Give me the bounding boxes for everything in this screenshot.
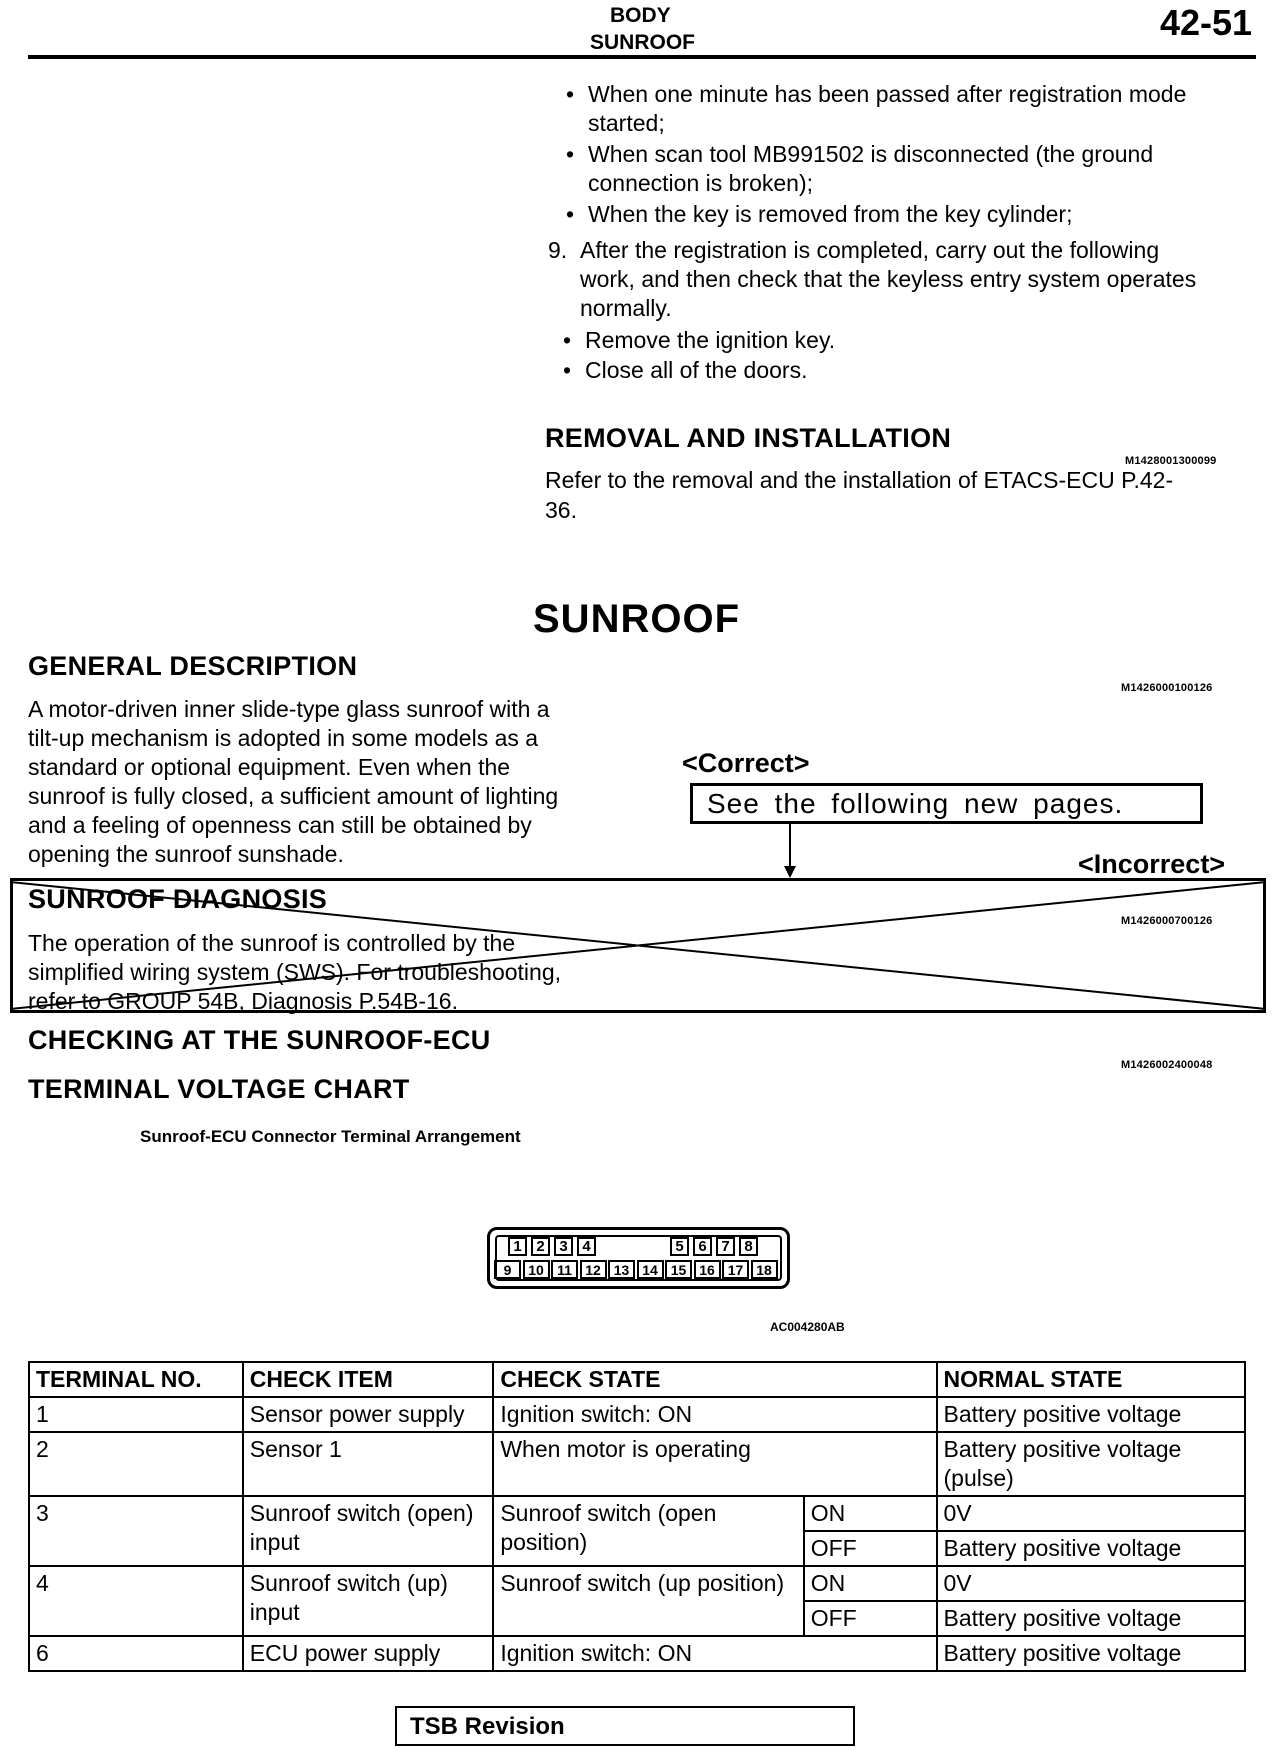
general-text: sunroof is fully closed, a sufficient amount of lighting (28, 783, 559, 809)
header-subsection: SUNROOF (590, 31, 695, 54)
connector-pin: 10 (523, 1260, 550, 1279)
figure-caption: Sunroof-ECU Connector Terminal Arrangement (140, 1127, 521, 1146)
connector-pin: 11 (551, 1260, 578, 1279)
terminal-voltage-table (28, 1361, 1246, 1672)
figure-code: AC004280AB (770, 1320, 845, 1334)
general-text: standard or optional equipment. Even when the (28, 754, 511, 780)
connector-pin: 13 (608, 1260, 635, 1279)
correction-arrow (780, 824, 800, 880)
switch-on-cell: ON (804, 1496, 937, 1531)
connector-pin: 3 (554, 1237, 573, 1256)
list-item: • Close all of the doors. (585, 356, 807, 385)
general-text: opening the sunroof sunshade. (28, 841, 344, 867)
diagnosis-text: refer to GROUP 54B, Diagnosis P.54B-16. (28, 988, 458, 1014)
switch-off-cell: OFF (804, 1531, 937, 1566)
normal-cell: 0V (937, 1496, 1245, 1531)
connector-pin: 1 (508, 1237, 527, 1256)
incorrect-label: <Incorrect> (1078, 849, 1226, 879)
step-number: 9. (548, 237, 568, 263)
general-heading: GENERAL DESCRIPTION (28, 651, 358, 681)
tsb-revision-label: TSB Revision (410, 1713, 565, 1740)
state-cell: Sunroof switch (up position) (493, 1566, 803, 1636)
tsb-revision-box (395, 1706, 855, 1746)
terminal-cell: 6 (29, 1636, 243, 1671)
normal-cell: 0V (937, 1566, 1245, 1601)
list-item: • When one minute has been passed after registration mode (588, 80, 1186, 109)
list-item-cont: connection is broken); (588, 170, 814, 196)
page-title: SUNROOF (533, 597, 740, 641)
checking-code: M1426002400048 (1121, 1059, 1213, 1071)
removal-heading: REMOVAL AND INSTALLATION (545, 423, 952, 453)
connector-pin: 17 (722, 1260, 749, 1279)
diagnosis-code: M1426000700126 (1121, 915, 1213, 927)
connector-pin: 16 (694, 1260, 721, 1279)
connector-pin: 14 (637, 1260, 664, 1279)
table-row (29, 1636, 1245, 1671)
diagnosis-text: The operation of the sunroof is controlled by the (28, 930, 516, 956)
correct-label: <Correct> (682, 748, 810, 778)
diagnosis-heading: SUNROOF DIAGNOSIS (28, 884, 328, 914)
terminal-cell: 4 (29, 1566, 243, 1636)
connector-pin: 8 (739, 1237, 758, 1256)
state-cell: Ignition switch: ON (493, 1636, 936, 1671)
step9-line: After the registration is completed, carry out the following (580, 237, 1160, 263)
general-text: tilt-up mechanism is adopted in some models as a (28, 725, 539, 751)
table-row (29, 1566, 1245, 1601)
header-rule (28, 55, 1256, 59)
page-number: 42-51 (1160, 2, 1253, 43)
state-cell: When motor is operating (493, 1432, 936, 1496)
col-terminal: TERMINAL NO. (29, 1362, 243, 1397)
correction-note: See the following new pages. (707, 788, 1124, 819)
item-cell: Sunroof switch (up) input (243, 1566, 494, 1636)
connector-pin: 5 (670, 1237, 689, 1256)
normal-cell: Battery positive voltage (937, 1397, 1245, 1432)
removal-code: M1428001300099 (1125, 455, 1217, 467)
state-cell: Ignition switch: ON (493, 1397, 936, 1432)
item-cell: ECU power supply (243, 1636, 494, 1671)
connector-pin: 4 (577, 1237, 596, 1256)
connector-pin: 18 (751, 1260, 778, 1279)
general-code: M1426000100126 (1121, 682, 1213, 694)
general-text: A motor-driven inner slide-type glass sunroof with a (28, 696, 550, 722)
terminal-cell: 3 (29, 1496, 243, 1566)
list-item: • When the key is removed from the key cylinder; (588, 200, 1072, 229)
switch-on-cell: ON (804, 1566, 937, 1601)
normal-cell: Battery positive voltage (937, 1531, 1245, 1566)
removal-text: Refer to the removal and the installation of ETACS-ECU P.42- (545, 467, 1174, 493)
connector-pin: 2 (531, 1237, 550, 1256)
step9-line: work, and then check that the keyless entry system operates (580, 266, 1197, 292)
terminal-cell: 1 (29, 1397, 243, 1432)
checking-heading-2: TERMINAL VOLTAGE CHART (28, 1074, 410, 1104)
table-row (29, 1496, 1245, 1531)
normal-cell: Battery positive voltage (937, 1636, 1245, 1671)
list-item: • When scan tool MB991502 is disconnected (the ground (588, 140, 1153, 169)
correction-note-box (690, 783, 1203, 824)
list-item-cont: started; (588, 110, 665, 136)
table-row (29, 1397, 1245, 1432)
item-cell: Sensor power supply (243, 1397, 494, 1432)
table-row (29, 1432, 1245, 1496)
header-section: BODY (610, 4, 671, 27)
connector-pin: 7 (716, 1237, 735, 1256)
col-item: CHECK ITEM (243, 1362, 494, 1397)
connector-pin: 9 (494, 1260, 521, 1279)
item-cell: Sunroof switch (open) input (243, 1496, 494, 1566)
step9-line: normally. (580, 295, 672, 321)
col-normal: NORMAL STATE (937, 1362, 1245, 1397)
table-header-row (29, 1362, 1245, 1397)
diagnosis-text: simplified wiring system (SWS). For troubleshooting, (28, 959, 561, 985)
switch-off-cell: OFF (804, 1601, 937, 1636)
state-cell: Sunroof switch (open position) (493, 1496, 803, 1566)
terminal-cell: 2 (29, 1432, 243, 1496)
checking-heading: CHECKING AT THE SUNROOF-ECU (28, 1025, 491, 1055)
connector-pin: 15 (665, 1260, 692, 1279)
connector-pin: 12 (580, 1260, 607, 1279)
removal-text: 36. (545, 497, 577, 523)
item-cell: Sensor 1 (243, 1432, 494, 1496)
connector-pin: 6 (693, 1237, 712, 1256)
normal-cell: Battery positive voltage (pulse) (937, 1432, 1245, 1496)
list-item: • Remove the ignition key. (585, 326, 835, 355)
col-state: CHECK STATE (493, 1362, 936, 1397)
normal-cell: Battery positive voltage (937, 1601, 1245, 1636)
general-text: and a feeling of openness can still be obtained by (28, 812, 532, 838)
